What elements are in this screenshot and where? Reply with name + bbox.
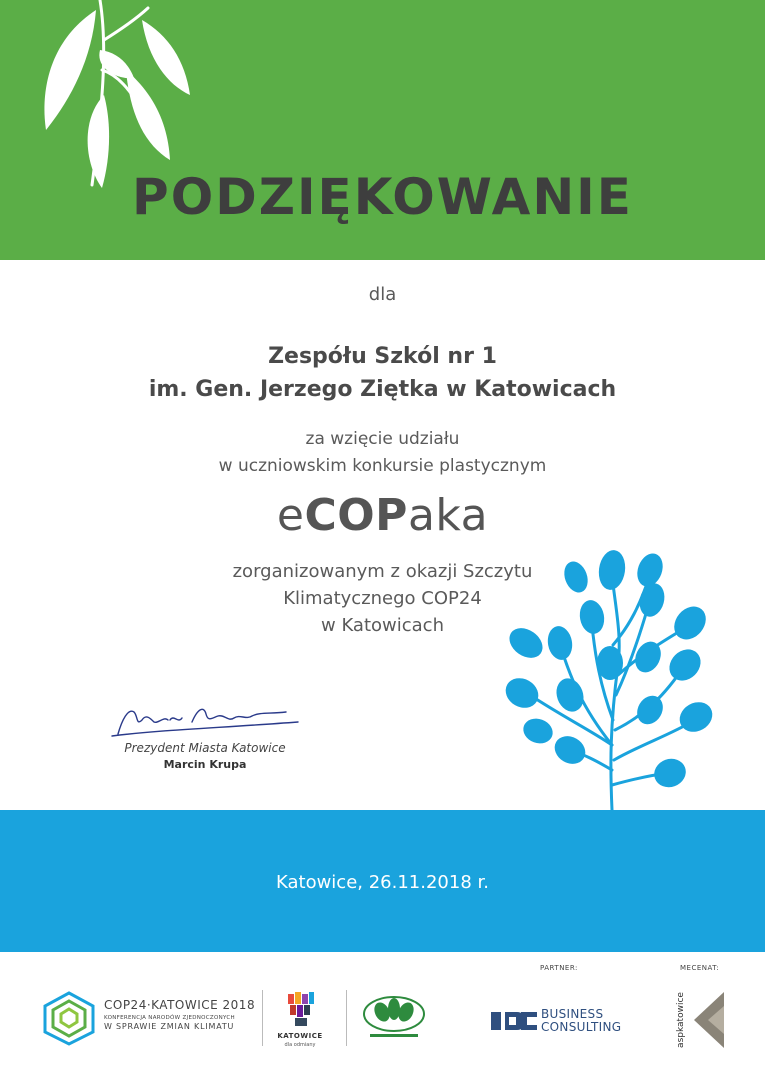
intro-line-1: za wzięcie udziału	[305, 429, 460, 449]
cop24-subtitle-2: W SPRAWIE ZMIAN KLIMATU	[104, 1022, 235, 1031]
contest-name-bold: COP	[304, 490, 408, 541]
cop24-subtitle-1: KONFERENCJA NARODÓW ZJEDNOCZONYCH	[104, 1015, 235, 1021]
recipient-line-2: im. Gen. Jerzego Ziętka w Katowicach	[148, 377, 617, 402]
asp-katowice-label: aspkatowice	[676, 992, 686, 1048]
katowice-subtitle: dla odmiany	[284, 1042, 316, 1048]
contest-name-suffix: aka	[407, 490, 489, 541]
signature-graphic	[108, 700, 308, 740]
business-consulting-logo-icon	[491, 1008, 539, 1034]
bc-line-2: CONSULTING	[541, 1020, 622, 1034]
asp-katowice-logo-icon	[690, 990, 726, 1050]
intro-text	[0, 426, 765, 480]
intro-line-2: w uczniowskim konkursie plastycznym	[218, 456, 547, 476]
business-consulting-name	[541, 1008, 621, 1034]
katowice-logo-icon	[286, 990, 316, 1030]
place-date: Katowice, 26.11.2018 r.	[276, 872, 489, 893]
wfosigw-logo-icon	[360, 994, 428, 1040]
signatory-name: Marcin Krupa	[163, 758, 247, 771]
footer-divider-2	[346, 990, 347, 1046]
patron-label: MECENAT:	[680, 964, 720, 972]
blue-tree-graphic	[500, 545, 730, 815]
contest-name	[0, 490, 765, 541]
cop24-logo-text	[104, 998, 255, 1031]
occasion-line-3: w Katowicach	[321, 615, 444, 636]
contest-name-prefix: e	[276, 490, 305, 541]
cop24-logo-icon	[40, 990, 98, 1046]
occasion-line-2: Klimatycznego COP24	[283, 588, 482, 609]
footer-divider-1	[262, 990, 263, 1046]
signatory-role: Prezydent Miasta Katowice	[124, 741, 286, 755]
recipient-line-1: Zespółu Szkól nr 1	[268, 344, 497, 369]
recipient-name	[0, 340, 765, 406]
partner-label: PARTNER:	[540, 964, 578, 972]
certificate-title: PODZIĘKOWANIE	[132, 168, 633, 226]
for-word: dla	[368, 284, 397, 305]
asp-katowice-text	[674, 990, 688, 1050]
occasion-line-1: zorganizowanym z okazji Szczytu	[232, 561, 533, 582]
bc-line-1: BUSINESS	[541, 1007, 604, 1021]
cop24-name: COP24·KATOWICE 2018	[104, 998, 256, 1012]
katowice-name: KATOWICE	[277, 1032, 323, 1040]
